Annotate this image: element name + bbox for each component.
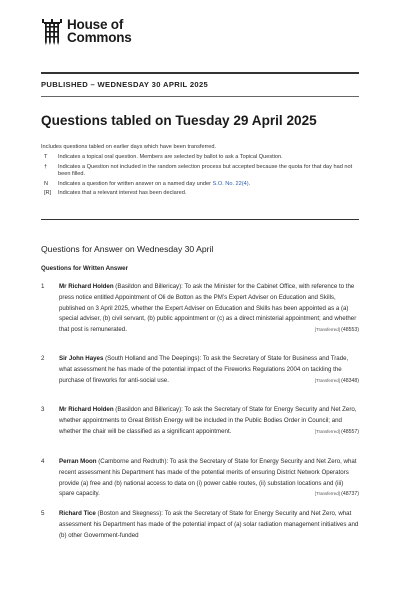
constituency: (Camborne and Redruth): bbox=[96, 458, 170, 465]
legend-text: Indicates a Question not included in the random selection process but accepted because the quota for that day had not been filled. bbox=[58, 163, 353, 178]
question-number: 5 bbox=[41, 510, 45, 517]
legend-rule bbox=[41, 219, 359, 220]
transferred-label: [Transferred] bbox=[314, 428, 340, 434]
published-date: PUBLISHED – WEDNESDAY 30 APRIL 2025 bbox=[41, 80, 209, 89]
question-id: (48557) bbox=[341, 428, 359, 435]
transferred-label: [Transferred] bbox=[314, 327, 340, 333]
constituency: (Boston and Skegness): bbox=[95, 510, 165, 517]
question-text: To ask the Secretary of State for Energy Security and Net Zero, what recent assessment his Department has made of the potential merits of ensuring District Network Operators provide (a) free and (b) national access to data on (i) power cable routes, (ii) substation locations and (iii) spare capacity. bbox=[59, 458, 357, 498]
question-item bbox=[41, 354, 359, 386]
published-rule bbox=[41, 96, 359, 97]
member-name: Mr Richard Holden bbox=[59, 406, 114, 413]
question-item bbox=[41, 405, 359, 437]
member-name: Sir John Hayes bbox=[59, 355, 104, 362]
question-number: 3 bbox=[41, 406, 45, 413]
question-item bbox=[41, 282, 359, 336]
constituency: (Basildon and Billericay): bbox=[113, 406, 185, 413]
question-text: To ask the Secretary of State for Business and Trade, what assessment he has made of the potential impact of the Fireworks Regulations 2004 on tackling the purchase of fireworks for anti-social use. bbox=[59, 355, 349, 384]
legend-row-topical bbox=[41, 154, 359, 162]
transferred-label: [Transferred] bbox=[314, 491, 340, 497]
question-id: (48348) bbox=[341, 377, 359, 384]
portcullis-icon bbox=[41, 19, 63, 46]
house-of-commons-logo bbox=[41, 19, 132, 46]
member-name: Perran Moon bbox=[59, 458, 97, 465]
question-text: To ask the Minister for the Cabinet Office, with reference to the press notice entitled Appointment of Oli de Botton as the PM’s Expert Adviser on Education and Skills, published on 3 April 2025, whether the Expert Adviser on Education and Skills has been appointed as a (a) special adviser, (b) civil servant, (b) public appointment or (c) as a direct ministerial appointment; and whether that post is remunerated. bbox=[59, 283, 357, 334]
logo-line-2: Commons bbox=[67, 29, 132, 45]
legend-row-interest bbox=[41, 190, 359, 198]
question-tag bbox=[315, 489, 359, 500]
constituency: (Basildon and Billericay): bbox=[113, 283, 185, 290]
legend-text: Indicates a topical oral question. Members are selected by ballot to ask a Topical Question. bbox=[58, 154, 283, 160]
question-tag bbox=[315, 325, 359, 336]
member-name: Richard Tice bbox=[59, 510, 96, 517]
constituency: (South Holland and The Deepings): bbox=[103, 355, 203, 362]
top-rule bbox=[41, 72, 359, 74]
legend-row-quota bbox=[41, 164, 359, 179]
legend-symbol: T bbox=[44, 154, 48, 160]
question-number: 2 bbox=[41, 355, 45, 362]
question-number: 4 bbox=[41, 458, 45, 465]
legend-text: Indicates that a relevant interest has been declared. bbox=[58, 190, 187, 197]
standing-order-link[interactable]: S.O. No. 22(4) bbox=[212, 180, 249, 187]
page-title: Questions tabled on Tuesday 29 April 2025 bbox=[41, 113, 317, 128]
question-tag bbox=[315, 376, 359, 387]
legend-text-end: . bbox=[248, 180, 251, 187]
intro-text: Includes questions tabled on earlier days which have been transferred. bbox=[41, 144, 217, 150]
section-title: Questions for Answer on Wednesday 30 April bbox=[41, 244, 214, 254]
symbol-legend bbox=[41, 154, 359, 200]
question-id: (48737) bbox=[341, 491, 359, 498]
question-item bbox=[41, 457, 359, 500]
member-name: Mr Richard Holden bbox=[59, 283, 114, 290]
legend-text: Indicates a question for written answer on a named day under bbox=[58, 180, 213, 187]
legend-symbol: [R] bbox=[44, 190, 52, 197]
question-id: (48553) bbox=[341, 327, 359, 334]
question-number: 1 bbox=[41, 283, 45, 290]
question-item bbox=[41, 509, 359, 541]
legend-symbol: † bbox=[44, 163, 48, 170]
legend-symbol: N bbox=[44, 180, 49, 187]
question-tag bbox=[315, 427, 359, 438]
question-text: To ask the Secretary of State for Energy Security and Net Zero, whether appointments to Great British Energy will be included in the Public Bodies Order in Council; and whether the chair will be classified as a significant appointment. bbox=[59, 406, 357, 435]
question-text: To ask the Secretary of State for Energy Security and Net Zero, what assessment his Department has made of the potential impact of (a) solar radiation management initiatives and (b) other Government-funded bbox=[59, 510, 359, 539]
transferred-label: [Transferred] bbox=[314, 377, 340, 383]
logo-line-1: House of bbox=[67, 17, 124, 32]
legend-row-named-day bbox=[41, 181, 359, 189]
sub-title: Questions for Written Answer bbox=[41, 265, 128, 272]
